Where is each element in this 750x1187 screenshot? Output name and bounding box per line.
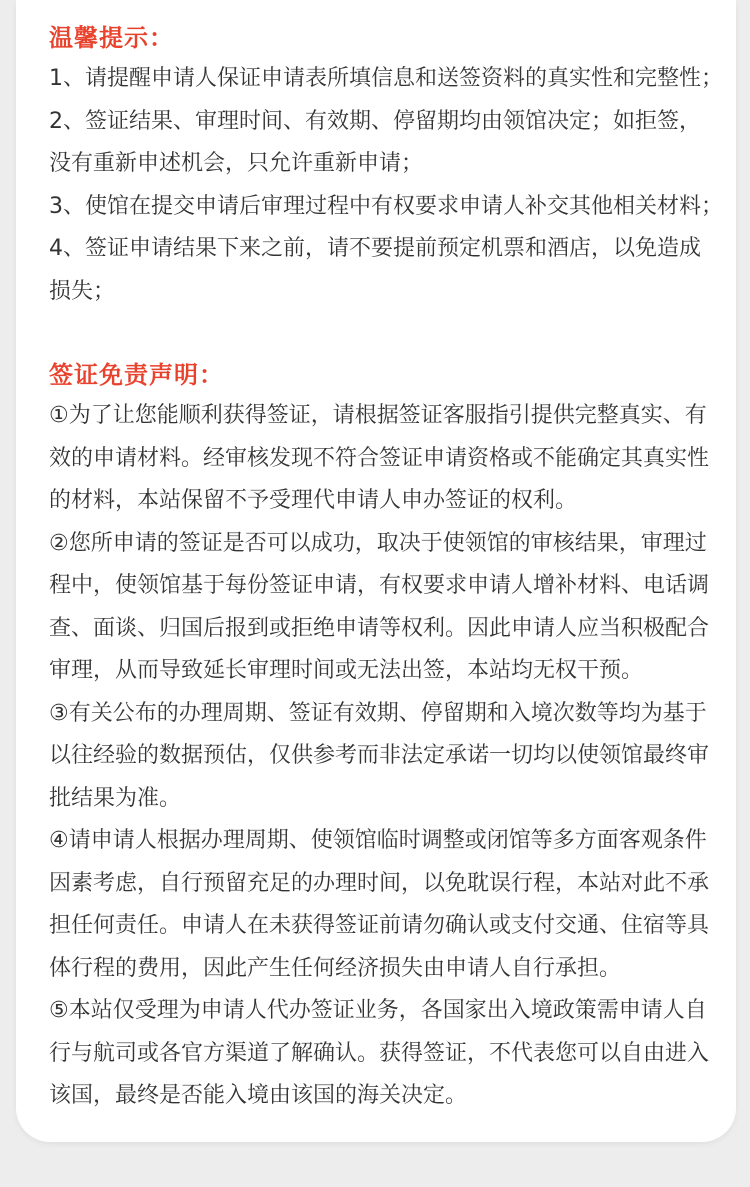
tip-line: 2、签证结果、审理时间、有效期、停留期均由领馆决定；如拒签，	[49, 108, 701, 134]
disclaimer-line: 因素考虑，自行预留充足的办理时间，以免耽误行程，本站对此不承	[49, 870, 710, 896]
disclaimer-line: ③有关公布的办理周期、签证有效期、停留期和入境次数等均为基于	[49, 700, 707, 726]
tip-line: 没有重新申述机会，只允许重新申请；	[49, 151, 424, 176]
section-gap	[49, 313, 749, 355]
tip-item-1	[49, 58, 749, 101]
disclaimer-line: ①为了让您能顺利获得签证，请根据签证客服指引提供完整真实、有	[49, 403, 707, 428]
tip-item-2	[49, 101, 749, 186]
notice-card	[16, 0, 736, 1142]
disclaimer-item-5	[49, 990, 749, 1118]
disclaimer-title: 签证免责声明：	[49, 361, 224, 389]
tip-line: 3、使馆在提交申请后审理过程中有权要求申请人补交其他相关材料；	[49, 193, 723, 219]
disclaimer-line: 担任何责任。申请人在未获得签证前请勿确认或支付交通、住宿等具	[49, 913, 710, 938]
disclaimer-line: 程中，使领馆基于每份签证申请，有权要求申请人增补材料、电话调	[49, 573, 710, 598]
tip-item-3	[49, 186, 749, 229]
tip-line: 损失；	[49, 278, 116, 304]
tip-line: 1、请提醒申请人保证申请表所填信息和送签资料的真实性和完整性；	[49, 66, 723, 91]
disclaimer-line: 以往经验的数据预估，仅供参考而非法定承诺一切均以使领馆最终审	[49, 743, 710, 768]
disclaimer-item-1	[49, 395, 749, 523]
disclaimer-line: 该国，最终是否能入境由该国的海关决定。	[49, 1083, 468, 1108]
disclaimer-line: 行与航司或各官方渠道了解确认。获得签证，不代表您可以自由进入	[49, 1040, 710, 1066]
disclaimer-item-3	[49, 693, 749, 821]
disclaimer-line: 效的申请材料。经审核发现不符合签证申请资格或不能确定其真实性	[49, 445, 710, 471]
disclaimer-line: ②您所申请的签证是否可以成功，取决于使领馆的审核结果，审理过	[49, 530, 707, 556]
disclaimer-line: 查、面谈、归国后报到或拒绝申请等权利。因此申请人应当积极配合	[49, 615, 710, 641]
tips-title: 温馨提示：	[49, 24, 174, 52]
disclaimer-line: ④请申请人根据办理周期、使领馆临时调整或闭馆等多方面客观条件	[49, 828, 707, 853]
disclaimer-line: 审理，从而导致延长审理时间或无法出签，本站均无权干预。	[49, 658, 644, 683]
disclaimer-item-2	[49, 523, 749, 693]
disclaimer-item-4	[49, 820, 749, 990]
disclaimer-line: 的材料，本站保留不予受理代申请人申办签证的权利。	[49, 488, 578, 513]
disclaimer-line: 体行程的费用，因此产生任何经济损失由申请人自行承担。	[49, 955, 622, 981]
disclaimer-line: 批结果为准。	[49, 785, 182, 811]
notice-content	[49, 18, 749, 1118]
disclaimer-line: ⑤本站仅受理为申请人代办签证业务，各国家出入境政策需申请人自	[49, 998, 707, 1023]
tip-item-4	[49, 228, 749, 313]
tip-line: 4、签证申请结果下来之前，请不要提前预定机票和酒店，以免造成	[49, 236, 701, 261]
